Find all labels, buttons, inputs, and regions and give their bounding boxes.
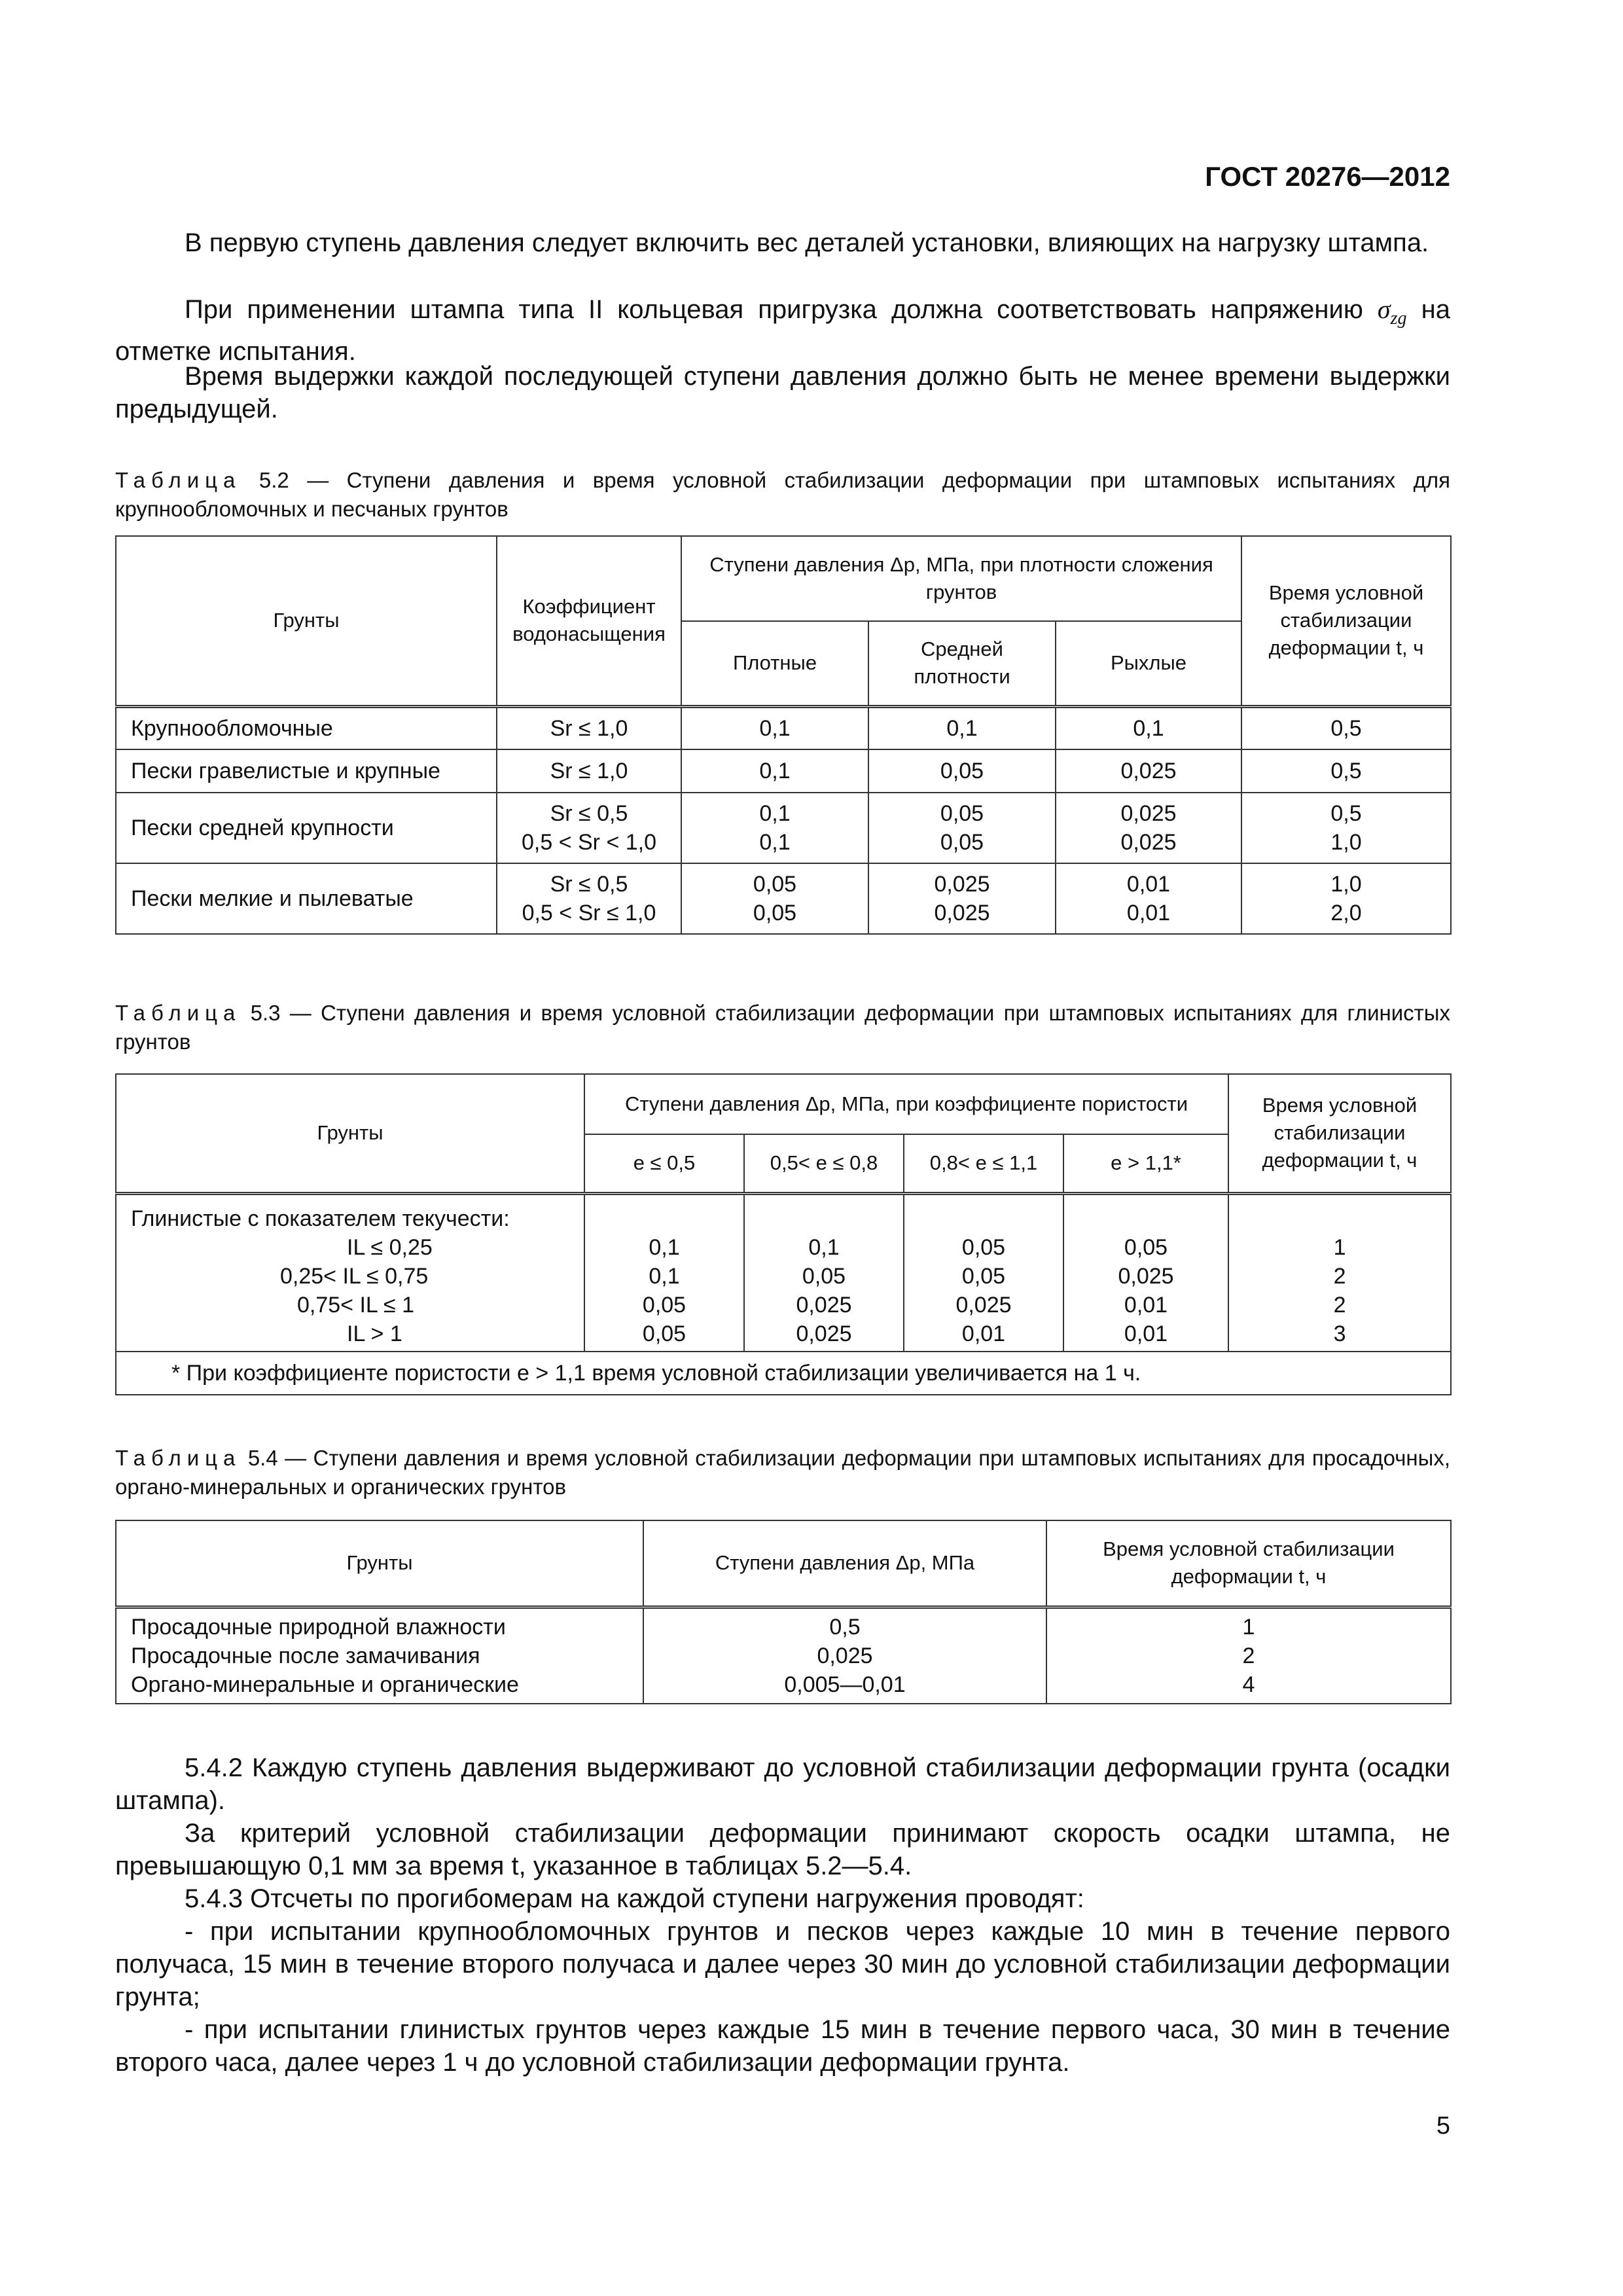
table-row [116,863,1451,934]
header-porosity-3: 0,8< e ≤ 1,1 [904,1134,1063,1193]
soil-cell: Пески средней крупности [116,793,497,863]
saturation-line: Sr ≤ 0,5 [550,872,628,897]
paragraph-first-step: В первую ступень давления следует включить вес деталей установки, влияющих на нагрузку штампа. [185,228,1429,257]
table-label: Таблица [115,1446,241,1470]
page-number: 5 [1436,2112,1450,2140]
standard-designation: ГОСТ 20276—2012 [1205,161,1450,192]
value-line: 0,05 [940,801,984,826]
soil-line: Органо-минеральные и органические [131,1672,519,1697]
header-soils: Грунты [116,1074,584,1193]
header-pressure-steps: Ступени давления Δp, МПа [643,1520,1046,1607]
time-line: 1 [1242,1614,1255,1640]
table-footnote: * При коэффициенте пористости e > 1,1 время условной стабилизации увеличивается на 1 ч. [116,1352,1451,1395]
value-cell [1063,1193,1228,1352]
value-line: 0,1 [759,830,791,855]
table-5-3 [115,1073,1452,1395]
sigma-symbol: σ [1377,295,1391,324]
value-line: 0,01 [1126,872,1171,897]
table-label: Таблица [115,468,241,492]
header-stabilization-time: Время условной стабилизации деформации t, ч [1228,1074,1451,1193]
table-5-3-caption [115,999,1450,1056]
header-pressure-steps: Ступени давления Δp, МПа, при плотности сложения грунтов [681,536,1241,621]
table-label: Таблица [115,1001,241,1025]
value-line: 0,025 [1120,830,1177,855]
soil-cell: Пески мелкие и пылеватые [116,863,497,934]
paragraph-stabilization-criterion: За критерий условной стабилизации деформации принимают скорость осадки штампа, не превышающую 0,1 мм за время t, указанное в таблицах 5.2—5.4. [115,1819,1450,1880]
saturation-line: Sr ≤ 0,5 [550,801,628,826]
header-pressure-steps: Ступени давления Δp, МПа, при коэффициенте пористости [584,1074,1228,1134]
table-5-2-caption [115,466,1450,524]
value-cell [681,863,868,934]
value-cell: 0,1 [1056,706,1241,749]
header-soils: Грунты [116,536,497,706]
sigma-subscript: zg [1390,308,1407,329]
value-line: 0,025 [934,901,990,925]
value-line: 0,1 [808,1234,840,1260]
soil-line: Просадочные после замачивания [131,1643,480,1668]
value-cell [904,1193,1063,1352]
time-cell [1241,793,1451,863]
soil-line: Просадочные природной влажности [131,1614,506,1640]
ring-load-text-before: При применении штампа типа II кольцевая пригрузка должна соответствовать напряжению [185,295,1363,324]
saturation-cell: Sr ≤ 1,0 [497,749,681,793]
time-line: 1 [1333,1234,1346,1260]
value-line: 0,025 [1118,1263,1174,1289]
table-5-2 [115,535,1452,935]
value-line: 0,1 [649,1263,680,1289]
time-cell: 0,5 [1241,749,1451,793]
paragraph-5-4-2: 5.4.2 Каждую ступень давления выдерживают до условной стабилизации деформации грунта (осадки штампа). [115,1753,1450,1815]
header-dense: Плотные [681,621,868,706]
value-line: 0,025 [796,1292,852,1318]
table-row [116,1607,1451,1704]
time-line: 2 [1333,1263,1346,1289]
saturation-cell [497,863,681,934]
value-line: 0,05 [961,1234,1006,1260]
liquidity-line: IL ≤ 0,25 [347,1234,433,1260]
time-line: 0,5 [1330,801,1362,826]
table-caption-text: 5.3 — Ступени давления и время условной стабилизации деформации при штамповых испытаниях для глинистых грунтов [115,1001,1450,1054]
time-cell: 0,5 [1241,706,1451,749]
value-cell [584,1193,744,1352]
header-stabilization-time: Время условной стабилизации деформации t, ч [1241,536,1451,706]
value-line: 0,1 [649,1234,680,1260]
header-porosity-2: 0,5< e ≤ 0,8 [744,1134,904,1193]
liquidity-line: IL > 1 [347,1321,402,1346]
soil-cell: Крупнообломочные [116,706,497,749]
value-line: 0,05 [940,830,984,855]
value-cell [681,793,868,863]
header-stabilization-time: Время условной стабилизации деформации t, ч [1046,1520,1451,1607]
value-line: 0,025 [796,1321,852,1346]
table-caption-text: 5.4 — Ступени давления и время условной стабилизации деформации при штамповых испытаниях для просадочных, органо-минеральных и органических грунтов [115,1446,1450,1499]
value-line: 0,05 [642,1321,687,1346]
value-line: 0,01 [1124,1321,1168,1346]
value-line: 0,005—0,01 [784,1672,906,1697]
value-cell: 0,025 [1056,749,1241,793]
table-row [116,706,1451,749]
value-line: 0,05 [961,1263,1006,1289]
value-cell [868,863,1056,934]
value-line: 0,01 [1126,901,1171,925]
paragraph-ring-load [115,293,1450,368]
table-caption-text: 5.2 — Ступени давления и время условной стабилизации деформации при штамповых испытаниях для крупнообломочных и песчаных грунтов [115,468,1450,521]
value-line: 0,05 [802,1263,846,1289]
value-cell [744,1193,904,1352]
ring-load-text-after: на отметке испытания. [115,295,1450,366]
bullet-clay-soils: - при испытании глинистых грунтов через каждые 15 мин в течение первого часа, 30 мин в течение второго часа, далее через 1 ч до условной стабилизации деформации грунта. [115,2015,1450,2077]
saturation-cell: Sr ≤ 1,0 [497,706,681,749]
soil-cell [116,1607,643,1704]
saturation-line: 0,5 < Sr < 1,0 [521,830,657,855]
value-line: 0,05 [753,901,797,925]
value-cell: 0,05 [868,749,1056,793]
soil-group-title: Глинистые с показателем текучести: [131,1206,510,1231]
value-line: 0,5 [829,1614,861,1640]
time-line: 3 [1333,1321,1346,1346]
value-line: 0,05 [642,1292,687,1318]
table-5-4 [115,1520,1452,1704]
value-cell: 0,1 [681,749,868,793]
time-line: 2 [1333,1292,1346,1318]
table-row [116,749,1451,793]
value-line: 0,025 [817,1643,873,1668]
soil-cell: Пески гравелистые и крупные [116,749,497,793]
time-cell [1241,863,1451,934]
liquidity-line: 0,25< IL ≤ 0,75 [280,1263,429,1289]
time-cell [1228,1193,1451,1352]
value-cell: 0,1 [868,706,1056,749]
value-cell: 0,1 [681,706,868,749]
paragraph-5-4-3: 5.4.3 Отсчеты по прогибомерам на каждой ступени нагружения проводят: [185,1884,1084,1913]
paragraph-hold-time: Время выдержки каждой последующей ступени давления должно быть не менее времени выдержки предыдущей. [115,362,1450,423]
value-cell [643,1607,1046,1704]
value-line: 0,1 [759,801,791,826]
time-line: 1,0 [1330,830,1362,855]
time-line: 2 [1242,1643,1255,1668]
saturation-cell [497,793,681,863]
time-line: 2,0 [1330,901,1362,925]
time-line: 4 [1242,1672,1255,1697]
header-porosity-1: e ≤ 0,5 [584,1134,744,1193]
liquidity-line: 0,75< IL ≤ 1 [297,1292,415,1318]
value-line: 0,01 [961,1321,1006,1346]
value-cell [868,793,1056,863]
bullet-coarse-soils: - при испытании крупнообломочных грунтов и песков через каждые 10 мин в течение первого получаса, 15 мин в течение второго получаса и далее через 30 мин до условной стабилизации деформации грунта; [115,1917,1450,2011]
value-line: 0,05 [753,872,797,897]
header-medium-density: Средней плотности [868,621,1056,706]
value-line: 0,025 [1120,801,1177,826]
soil-cell [116,1193,584,1352]
time-line: 1,0 [1330,872,1362,897]
saturation-line: 0,5 < Sr ≤ 1,0 [522,901,656,925]
value-line: 0,025 [934,872,990,897]
table-row [116,793,1451,863]
header-porosity-4: e > 1,1* [1063,1134,1228,1193]
value-cell [1056,793,1241,863]
value-line: 0,05 [1124,1234,1168,1260]
header-saturation: Коэффициент водонасыщения [497,536,681,706]
table-5-4-caption [115,1444,1450,1501]
value-line: 0,025 [955,1292,1012,1318]
value-cell [1056,863,1241,934]
time-cell [1046,1607,1451,1704]
table-row [116,1193,1451,1352]
value-line: 0,01 [1124,1292,1168,1318]
header-loose: Рыхлые [1056,621,1241,706]
header-soils: Грунты [116,1520,643,1607]
